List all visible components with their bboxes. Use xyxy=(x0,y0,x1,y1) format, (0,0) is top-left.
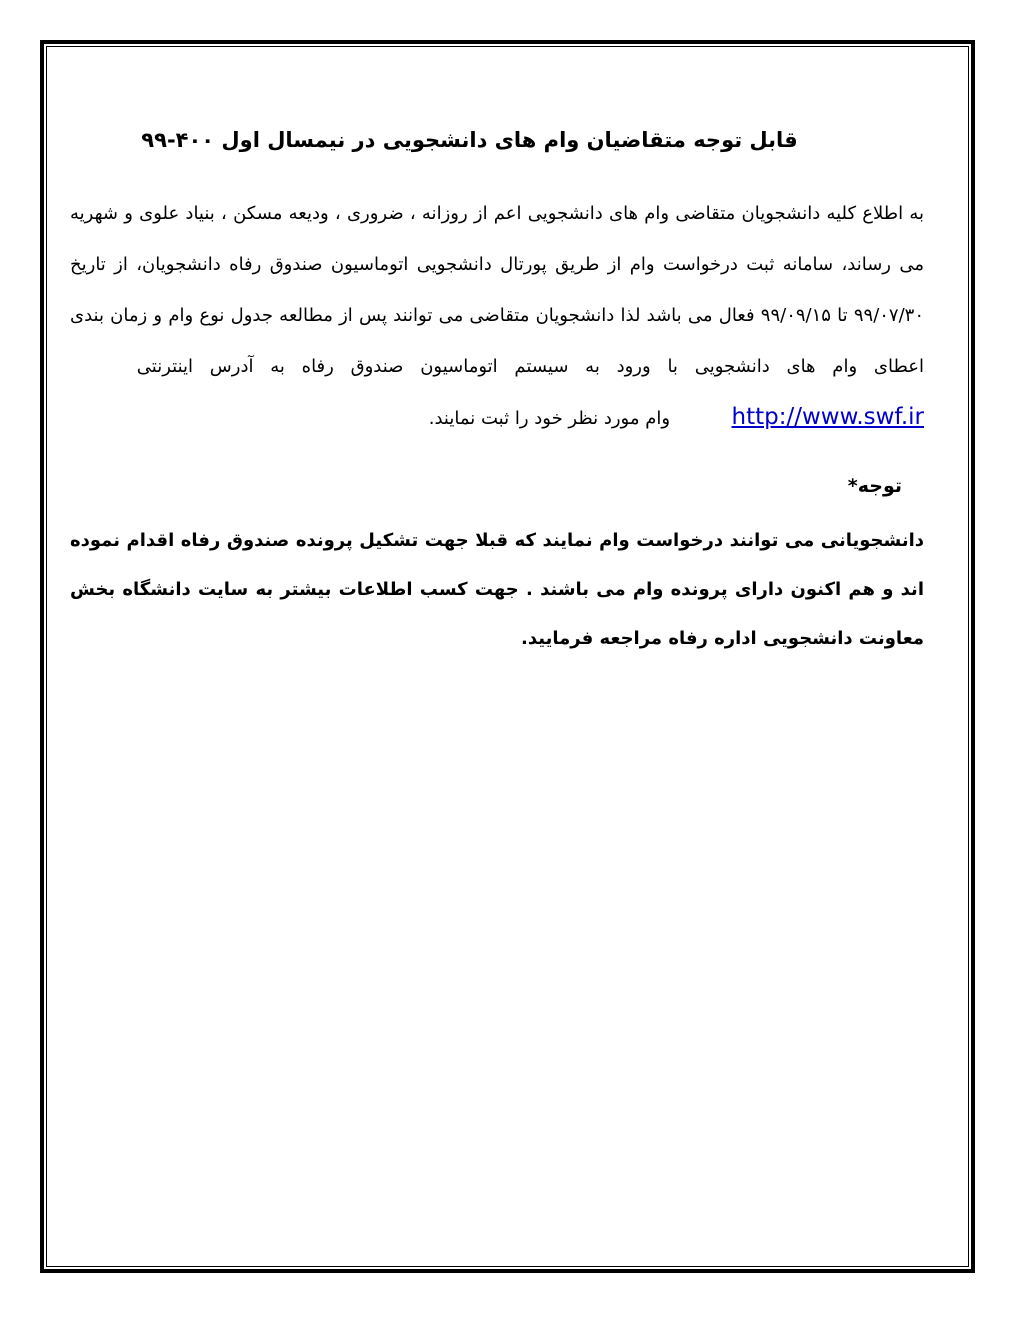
document-title: قابل توجه متقاضیان وام های دانشجویی در نیمسال اول ۴۰۰-۹۹ xyxy=(141,128,798,152)
main-paragraph-text: به اطلاع کلیه دانشجویان متقاضی وام های دانشجویی اعم از روزانه ، ضروری ، ودیعه مسکن ، بنیاد علوی و شهریه می رساند، سامانه ثبت درخواست وام از طریق پورتال دانشجویی اتوماسیون صندوق رفاه دانشجویان، از تاریخ ۹۹/۰۷/۳۰ تا ۹۹/۰۹/۱۵ فعال می باشد لذا دانشجویان متقاضی می توانند پس از مطالعه جدول نوع وام و زمان بندی اعطای وام های دانشجویی با ورود به سیستم اتوماسیون صندوق رفاه به آدرس اینترنتی xyxy=(70,203,924,377)
main-paragraph-tail: وام مورد نظر خود را ثبت نمایند. xyxy=(428,408,671,429)
note-paragraph: دانشجویانی می توانند درخواست وام نمایند که قبلا جهت تشکیل پرونده صندوق رفاه اقدام نموده اند و هم اکنون دارای پرونده وام می باشند . جهت کسب اطلاعات بیشتر به سایت دانشگاه بخش معاونت دانشجویی اداره رفاه مراجعه فرمایید. xyxy=(70,530,924,649)
note-heading: توجه* xyxy=(847,475,902,497)
swf-website-link[interactable]: http://www.swf.ir xyxy=(731,404,924,430)
main-paragraph xyxy=(70,188,924,444)
document-content xyxy=(70,120,924,663)
